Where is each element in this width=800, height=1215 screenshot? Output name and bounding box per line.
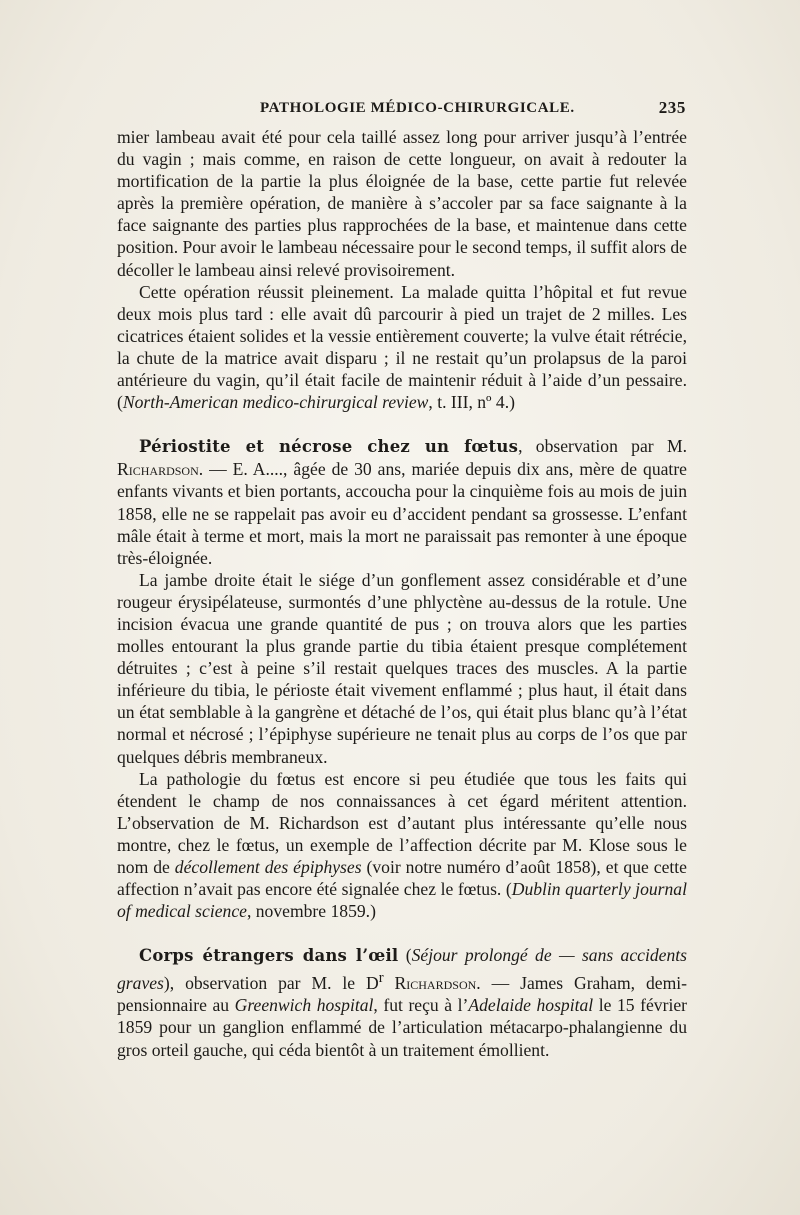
author-name: Richardson (117, 459, 199, 480)
body-text (117, 126, 687, 1061)
hospital-name: Greenwich hospital (234, 995, 374, 1016)
running-head (120, 98, 690, 124)
paragraph-text: , observation par M. (518, 436, 688, 457)
paragraph-findings (117, 569, 687, 768)
hospital-name: Adelaide hospital (468, 995, 594, 1016)
citation-tail: , t. III, nº 4.) (428, 392, 515, 413)
superscript: r (378, 970, 384, 987)
paragraph-text: ), observation par M. le D (163, 973, 379, 994)
author-name: Richardson (394, 973, 477, 994)
paragraph-text: La jambe droite était le siége d’un gonflement assez considérable et d’une rougeur érysipélateuse, surmontés d’une phlyctène au-dessus de la rotule. Une incision évacua une grande quantité de pus ; on trouva alors que les parties molles entourant la plus grande partie du tibia étaient presque complétement détruites ; c’est à peine s’il restait quelques traces des muscles. A la partie inférieure du tibia, le périoste était vivement enflammé ; plus haut, il était dans un état semblable à la gangrène et détaché de l’os, qui était plus blanc qu’à l’état normal et nécrosé ; l’épiphyse supérieure ne tenait plus au corps de l’os que par quelques débris membraneux. (117, 569, 687, 767)
paragraph-text: Cette opération réussit pleinement. La malade quitta l’hôpital et fut revue deux mois plus tard : elle avait dû parcourir à pied un trajet de 2 milles. Les cicatrices étaient solides et la vessie entièrement couverte; la vulve était rétrécie, la chute de la matrice avait disparu ; il ne restait qu’un prolapsus de la paroi antérieure du vagin, qu’il était facile de maintenir réduit à l’aide d’un pessaire. ( (117, 281, 687, 413)
paragraph-text: . — E. A...., âgée de 30 ans, mariée depuis dix ans, mère de quatre enfants vivants et bien portants, accoucha pour la cinquième fois au mois de juin 1858, elle ne se rappelait pas avoir eu d’accident pendant sa grossesse. L’enfant mâle était à terme et mort, mais la mort ne paraissait pas remonter à une époque très-éloignée. (117, 459, 687, 568)
paragraph-periostitis (117, 435, 687, 569)
paragraph-continuation (117, 126, 687, 281)
section-heading: Périostite et nécrose chez un fœtus (139, 437, 519, 457)
paragraph-text: . — James Graham, demi-pensionnaire au (117, 973, 688, 1016)
page-number: 235 (658, 98, 686, 117)
paragraph-text: ( (398, 945, 412, 966)
paragraph-text: (voir notre numéro d’août 1858), et que cette affection n’avait pas encore été signalée chez le fœtus. ( (117, 857, 687, 900)
paragraph-foreign-bodies (117, 944, 687, 1060)
paragraph-commentary (117, 768, 687, 923)
paragraph-outcome (117, 281, 687, 414)
emphasized-term: décollement des épiphyses (174, 857, 362, 877)
paragraph-text: mier lambeau avait été pour cela taillé assez long pour arriver jusqu’à l’entrée du vagin ; mais comme, en raison de cette longueur, on avait à redouter la mortification de la partie la plus éloignée de la base, cette partie fut relevée après la première opération, de manière à s’accoler par sa face saignante à la face saignante des parties plus rapprochées de la base, et maintenue dans cette position. Pour avoir le lambeau nécessaire pour le second temps, il suffit alors de décoller le lambeau ainsi relevé provisoirement. (117, 127, 687, 280)
paragraph-text: , fut reçu à l’ (373, 995, 469, 1016)
paragraph-text: La pathologie du fœtus est encore si peu étudiée que tous les faits qui étendent le champ de nos connaissances à cet égard méritent attention. L’observation de M. Richardson est d’autant plus intéressante qu’elle nous montre, chez le fœtus, un exemple de l’affection décrite par M. Klose sous le nom de (117, 768, 687, 877)
citation-source: Dublin quarterly journal of medical science (117, 879, 687, 922)
citation-source: North-American medico-chirurgical review (122, 392, 429, 413)
section-subtitle: Séjour prolongé de — sans accidents graves (117, 945, 687, 994)
paragraph-text: le 15 février 1859 pour un ganglion enflammé de l’articulation métacarpo-phalangienne du gros orteil gauche, qui céda bientôt à un traitement émollient. (117, 995, 687, 1060)
citation-tail: , novembre 1859.) (246, 901, 376, 922)
section-heading: Corps étrangers dans l’œil (139, 946, 399, 966)
running-title: PATHOLOGIE MÉDICO-CHIRURGICALE. (260, 100, 575, 116)
